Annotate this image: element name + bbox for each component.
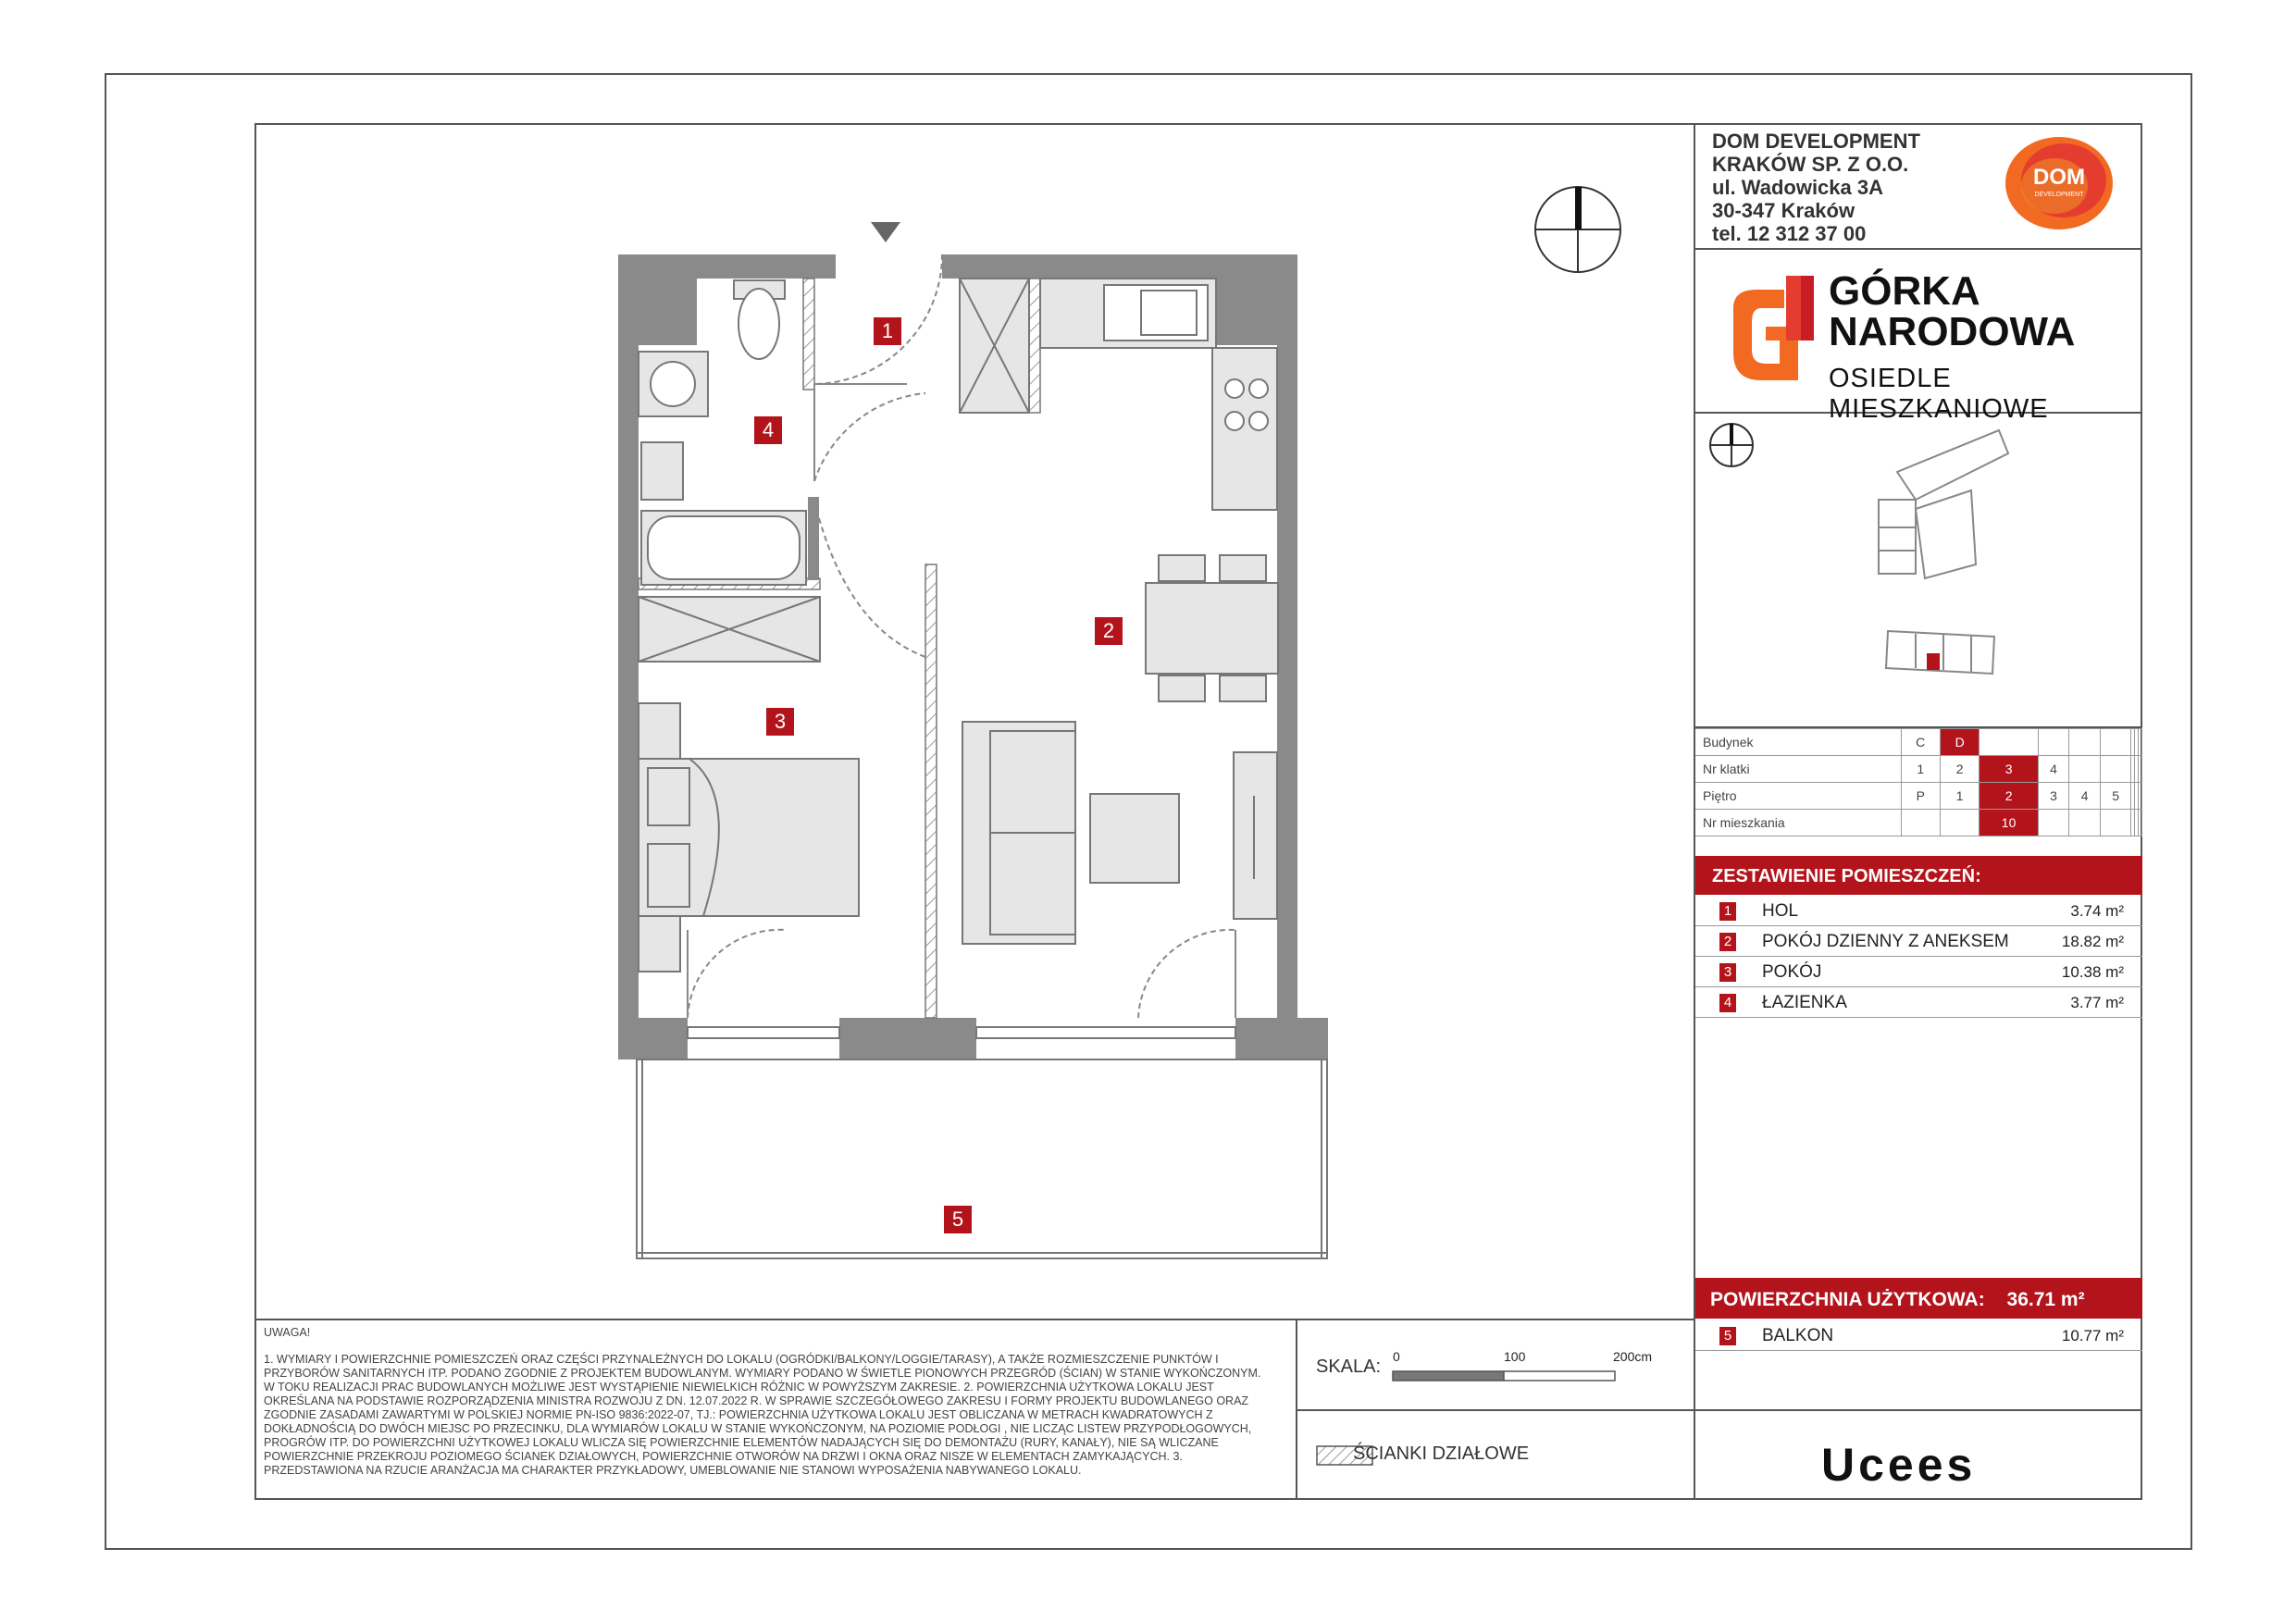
divider-4 <box>1296 1409 2142 1411</box>
company-line-5: tel. 12 312 37 00 <box>1712 222 1867 245</box>
plan-label-living: 2 <box>1095 617 1123 645</box>
selector-cell <box>2038 810 2069 836</box>
company-line-1: DOM DEVELOPMENT <box>1712 130 1920 153</box>
plan-label-balcony: 5 <box>944 1206 972 1233</box>
selector-cell <box>2038 729 2069 756</box>
selector-cell <box>2100 756 2131 783</box>
selector-row <box>1695 756 2142 783</box>
notes-block <box>264 1326 1272 1478</box>
room-row <box>1695 926 2142 957</box>
apartment-selector <box>1695 728 2142 836</box>
selector-row <box>1695 729 2142 756</box>
ucees-logo: Ucees <box>1821 1439 1977 1491</box>
project-subtitle: OSIEDLE MIESZKANIOWE <box>1829 364 2049 424</box>
total-area-label: POWIERZCHNIA UŻYTKOWA: <box>1710 1289 1985 1310</box>
selector-row <box>1695 810 2142 836</box>
room-row <box>1695 896 2142 926</box>
room-area: 3.77 m² <box>2070 994 2124 1011</box>
room-number: 3 <box>1719 963 1736 982</box>
selector-cell: C <box>1901 729 1940 756</box>
scale-tick-0: 0 <box>1393 1349 1400 1364</box>
company-line-4: 30-347 Kraków <box>1712 199 1855 222</box>
dom-development-logo <box>1999 132 2119 234</box>
room-row <box>1695 987 2142 1018</box>
selector-cell <box>2139 783 2142 810</box>
plan-label-bedroom: 3 <box>766 708 794 736</box>
scale-label: SKALA: <box>1316 1357 1382 1377</box>
selector-cell: 2 <box>1980 783 2038 810</box>
selector-cell <box>1980 729 2038 756</box>
selector-cell: 1 <box>1901 756 1940 783</box>
selector-row-label: Nr klatki <box>1695 756 1901 783</box>
company-line-2: KRAKÓW SP. Z O.O. <box>1712 153 1909 176</box>
site-compass-icon <box>1707 421 1756 474</box>
selector-cell <box>2139 810 2142 836</box>
company-line-3: ul. Wadowicka 3A <box>1712 176 1884 199</box>
room-area: 18.82 m² <box>2061 933 2124 950</box>
balcony-row <box>1695 1320 2142 1351</box>
balcony-number: 5 <box>1719 1327 1736 1345</box>
room-area: 3.74 m² <box>2070 902 2124 920</box>
room-number: 4 <box>1719 994 1736 1012</box>
balcony-area: 10.77 m² <box>2061 1327 2124 1344</box>
selector-cell: 1 <box>1940 783 1979 810</box>
selector-cell <box>2069 810 2101 836</box>
selector-cell <box>1901 810 1940 836</box>
gorka-narodowa-logo <box>1719 268 2127 424</box>
selector-cell: 4 <box>2069 783 2101 810</box>
selector-cell <box>2139 729 2142 756</box>
scale-tick-200: 200cm <box>1613 1349 1653 1364</box>
selector-row-label: Piętro <box>1695 783 1901 810</box>
selector-cell <box>2069 756 2101 783</box>
scale-tick-100: 100 <box>1504 1349 1526 1364</box>
selector-cell: 4 <box>2038 756 2069 783</box>
selector-row <box>1695 783 2142 810</box>
selector-cell: P <box>1901 783 1940 810</box>
selector-cell: 10 <box>1980 810 2038 836</box>
room-number: 2 <box>1719 933 1736 951</box>
bottom-divider <box>254 1319 1695 1320</box>
total-area-value: 36.71 m² <box>2006 1289 2085 1310</box>
room-number: 1 <box>1719 902 1736 921</box>
selector-cell <box>2100 729 2131 756</box>
room-area: 10.38 m² <box>2061 963 2124 981</box>
floor-plan <box>592 217 1351 1268</box>
room-name: ŁAZIENKA <box>1762 993 1847 1012</box>
dom-logo-text: DOM <box>2033 165 2085 190</box>
total-area-banner <box>1695 1278 2142 1319</box>
company-info <box>1712 130 1920 245</box>
rooms-heading: ZESTAWIENIE POMIESZCZEŃ: <box>1695 856 2142 895</box>
balcony-name: BALKON <box>1762 1326 1834 1345</box>
selector-cell: 3 <box>2038 783 2069 810</box>
selector-cell <box>2100 810 2131 836</box>
selector-cell: 2 <box>1940 756 1979 783</box>
room-row <box>1695 957 2142 987</box>
selector-cell: D <box>1940 729 1979 756</box>
selector-cell: 3 <box>1980 756 2038 783</box>
selector-cell <box>2139 756 2142 783</box>
selector-cell <box>2069 729 2101 756</box>
selector-cell <box>1940 810 1979 836</box>
project-name-line-2: NARODOWA <box>1829 309 2076 354</box>
site-plan-map <box>1860 426 2045 689</box>
selector-row-label: Nr mieszkania <box>1695 810 1901 836</box>
room-name: HOL <box>1762 901 1799 921</box>
plan-label-bathroom: 4 <box>754 416 782 444</box>
selector-cell: 5 <box>2100 783 2131 810</box>
legend-label: ŚCIANKI DZIAŁOWE <box>1353 1443 1530 1464</box>
plan-label-hol: 1 <box>874 317 901 345</box>
notes-text: 1. WYMIARY I POWIERZCHNIE POMIESZCZEŃ ORAZ CZĘŚCI PRZYNALEŻNYCH DO LOKALU (OGRÓDKI/BALKONY/LOGGIE/TARASY), A TAKŻE ROZMIESZCZENIE PUNKTÓW I PRZYBORÓW SANITARNYCH ITP. PODANO ZGODNIE Z PROJEKTEM BUDOWLANYM. WYMIARY PODANO W ŚWIETLE PIONOWYCH PRZEGRÓD (ŚCIAN) W STANIE WYKOŃCZONYM. W TOKU REALIZACJI PRAC BUDOWLANYCH MOŻLIWE JEST WYSTĄPIENIE NIEWIELKICH RÓŻNIC W POWYŻSZYM ZAKRESIE. 2. POWIERZCHNIA UŻYTKOWA LOKALU JEST OKREŚLANA NA PODSTAWIE ROZPORZĄDZENIA MINISTRA ROZWOJU Z DN. 12.07.2022 R. W SPRAWIE SZCZEGÓŁOWEGO ZAKRESU I FORMY PROJEKTU BUDOWLANEGO ORAZ ZGODNIE ZASADAMI ZAWARTYMI W POLSKIEJ NORMIE PN-ISO 9836:2022-07, TJ.: POWIERZCHNIA UŻYTKOWA LOKALU JEST OBLICZANA W METRACH KWADRATOWYCH Z DOKŁADNOŚCIĄ DO DWÓCH MIEJSC PO PRZECINKU, DLA WYMIARÓW LOKALU W STANIE WYKOŃCZONYM, NA POZIOMIE PODŁOGI , NIE LICZĄC LISTEW PRZYPODŁOGOWYCH, PROGRÓW ITP. DO POWIERZCHNI UŻYTKOWEJ LOKALU WLICZA SIĘ POWIERZCHNIE ELEMENTÓW NADAJĄCYCH SIĘ DO DEMONTAŻU (RURY, KANAŁY), NIE SĄ WLICZANE POWIERZCHNIE PRZEKROJU POZIOMEGO ŚCIANEK DZIAŁOWYCH, POWIERZCHNIE OTWORÓW NA DRZWI I OKNA ORAZ NISZE W ELEMENTACH ZAMYKAJĄCYCH. 3. PRZEDSTAWIONA NA RZUCIE ARANŻACJA MA CHARAKTER PRZYKŁADOWY, UMEBLOWANIE NIE STANOWI WYPOSAŻENIA NABYWANEGO LOKALU. <box>264 1353 1261 1477</box>
room-name: POKÓJ DZIENNY Z ANEKSEM <box>1762 932 2009 951</box>
room-name: POKÓJ <box>1762 962 1822 982</box>
project-name-line-1: GÓRKA <box>1829 268 1980 314</box>
notes-title: UWAGA! <box>264 1326 311 1339</box>
dom-logo-subtext: DEVELOPMENT <box>2034 192 2084 198</box>
scale-bar <box>1391 1349 1653 1394</box>
selector-row-label: Budynek <box>1695 729 1901 756</box>
compass-icon <box>1532 183 1624 280</box>
divider-1 <box>1694 248 2142 250</box>
